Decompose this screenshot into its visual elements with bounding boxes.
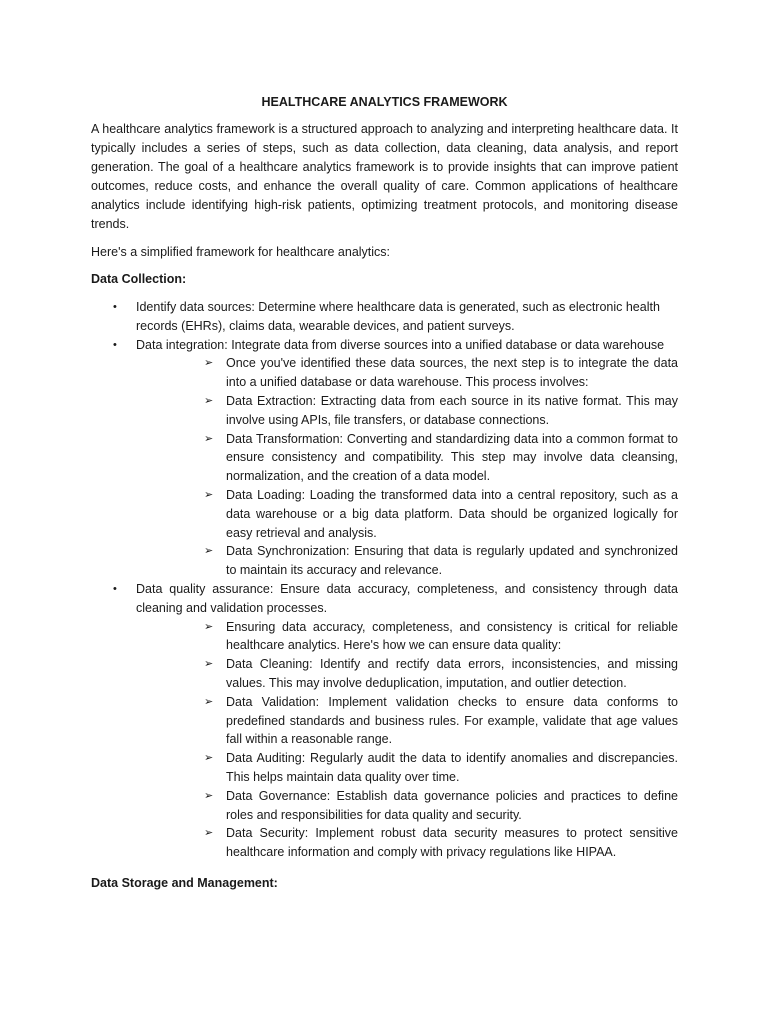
arrow-bullet-icon: ➢ [204,394,214,407]
sub-list-item [136,392,678,430]
arrow-bullet-icon: ➢ [204,357,214,370]
sub-list-item-text: Data Governance: Establish data governance policies and practices to define roles and responsibilities for data quality and security. [226,788,678,822]
list-item [91,580,678,862]
document-body [91,93,678,893]
sub-list-item-text: Data Synchronization: Ensuring that data is regularly updated and synchronized to maintain its accuracy and relevance. [226,544,678,578]
list-item [91,336,678,580]
arrow-bullet-icon: ➢ [204,658,214,671]
sub-list-item [136,486,678,542]
document-title: HEALTHCARE ANALYTICS FRAMEWORK [261,95,508,109]
sub-list-item-text: Data Cleaning: Identify and rectify data errors, inconsistencies, and missing values. This may involve deduplication, imputation, and outlier detection. [226,657,678,690]
sub-list-item-text: Ensuring data accuracy, completeness, and consistency is critical for reliable healthcare analytics. Here's how we can ensure data quality: [226,619,678,653]
bullet-list [91,298,678,862]
sub-list-item-text: Data Transformation: Converting and standardizing data into a common format to ensure consistency and compatibility. This step may involve data cleansing, normalization, and the creation of a data model. [226,431,678,484]
bullet-icon: • [113,301,117,313]
intro-paragraph: A healthcare analytics framework is a structured approach to analyzing and interpreting healthcare data. It typically includes a series of steps, such as data collection, data cleaning, data analysis, and report generation. The goal of a healthcare analytics framework is to provide insights that can improve patient outcomes, reduce costs, and enhance the overall quality of care. Common applications of healthcare analytics include identifying high-risk patients, optimizing treatment protocols, and monitoring disease trends. [91,122,678,231]
sub-list [136,618,678,862]
arrow-bullet-icon: ➢ [204,620,214,633]
sub-list-item-text: Data Extraction: Extracting data from each source in its native format. This may involve using APIs, file transfers, or database connections. [226,393,678,427]
list-item-text: Data integration: Integrate data from diverse sources into a unified database or data warehouse [136,337,665,352]
sub-list-item [136,655,678,693]
bullet-icon: • [113,582,117,595]
sub-list-item [136,542,678,580]
lead-paragraph: Here's a simplified framework for healthcare analytics: [91,245,391,259]
arrow-bullet-icon: ➢ [204,488,214,501]
section-heading-data-storage: Data Storage and Management: [91,875,278,890]
sub-list-item-text: Once you've identified these data sources, the next step is to integrate the data into a unified database or data warehouse. This process involves: [226,356,678,390]
arrow-bullet-icon: ➢ [204,545,214,558]
sub-list-item [136,693,678,749]
list-item [91,298,678,336]
sub-list-item [136,749,678,787]
arrow-bullet-icon: ➢ [204,827,214,840]
list-item-text: Identify data sources: Determine where healthcare data is generated, such as electronic health records (EHRs), claims data, wearable devices, and patient surveys. [136,300,660,333]
sub-list-item-text: Data Security: Implement robust data security measures to protect sensitive healthcare information and comply with privacy regulations like HIPAA. [226,826,678,860]
section-heading-data-collection: Data Collection: [91,272,187,286]
sub-list-item [136,430,678,486]
sub-list-item [136,618,678,656]
bullet-icon: • [113,338,117,351]
arrow-bullet-icon: ➢ [204,752,214,765]
list-item-text: Data quality assurance: Ensure data accuracy, completeness, and consistency through data cleaning and validation processes. [136,581,678,615]
sub-list-item [136,787,678,825]
arrow-bullet-icon: ➢ [204,789,214,802]
sub-list-item [136,354,678,392]
sub-list [136,354,678,580]
sub-list-item-text: Data Validation: Implement validation checks to ensure data conforms to predefined standards and business rules. For example, validate that age values fall within a reasonable range. [226,694,678,747]
sub-list-item-text: Data Loading: Loading the transformed data into a central repository, such as a data warehouse or a big data platform. Data should be organized logically for easy retrieval and analysis. [226,487,678,540]
arrow-bullet-icon: ➢ [204,695,214,708]
arrow-bullet-icon: ➢ [204,432,214,445]
sub-list-item-text: Data Auditing: Regularly audit the data to identify anomalies and discrepancies. This helps maintain data quality over time. [226,751,678,784]
sub-list-item [136,824,678,862]
